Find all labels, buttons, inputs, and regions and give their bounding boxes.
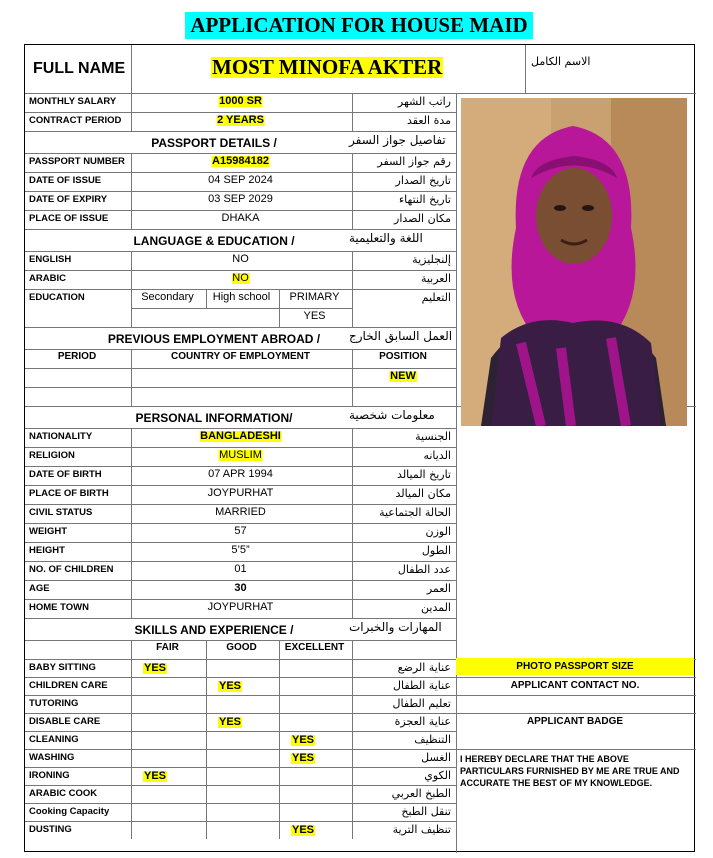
english-arabic: إلنجليزية	[412, 253, 451, 266]
skill-cleaning-label: CLEANING	[29, 734, 79, 745]
applicant-contact-label: APPLICANT CONTACT NO.	[510, 680, 640, 691]
date-of-issue-arabic: تاريخ الصدار	[395, 174, 451, 187]
skill-baby-sitting-arabic: عناية الرضع	[397, 661, 451, 674]
full-name-label: FULL NAME	[33, 60, 126, 77]
full-name-value: MOST MINOFA AKTER	[212, 55, 443, 79]
monthly-salary-value: 1000 SR	[219, 95, 262, 107]
skills-heading-arabic: المهارات والخبرات	[349, 620, 442, 634]
monthly-salary-arabic: راتب الشهر	[397, 95, 451, 108]
skills-heading: SKILLS AND EXPERIENCE /	[134, 623, 294, 637]
date-of-issue-label: DATE OF ISSUE	[29, 175, 102, 186]
date-of-birth-arabic: تاريخ الميالد	[397, 468, 451, 481]
education-primary-value: YES	[303, 310, 326, 322]
date-of-expiry-value: 03 SEP 2029	[208, 193, 273, 205]
nationality-value: BANGLADESHI	[200, 430, 281, 442]
age-arabic: العمر	[426, 582, 451, 595]
civil-status-value: MARRIED	[215, 506, 266, 518]
date-of-expiry-label: DATE OF EXPIRY	[29, 194, 108, 205]
skill-yes-mark: YES	[218, 716, 242, 728]
civil-status-arabic: الحالة الجتماعية	[379, 506, 451, 519]
full-name-arabic: الاسم الكامل	[531, 55, 591, 68]
skill-arabic-cook-arabic: الطبخ العربي	[391, 787, 451, 800]
skill-tutoring-arabic: تعليم الطفال	[392, 697, 451, 710]
passport-heading-arabic: تفاصيل جواز السفر	[349, 133, 446, 147]
height-arabic: الطول	[421, 544, 451, 557]
employment-column-country-of-employment: COUNTRY OF EMPLOYMENT	[171, 351, 310, 362]
nationality-arabic: الجنسية	[415, 430, 451, 443]
religion-arabic: الديانه	[423, 449, 451, 462]
place-of-issue-label: PLACE OF ISSUE	[29, 213, 109, 224]
skill-yes-mark: YES	[291, 752, 315, 764]
skill-yes-mark: YES	[143, 662, 167, 674]
passport-number-label: PASSPORT NUMBER	[29, 156, 125, 167]
employment-heading-arabic: العمل السابق الخارج	[349, 329, 453, 343]
skill-ironing-label: IRONING	[29, 770, 70, 781]
skills-column-good: GOOD	[226, 642, 257, 653]
civil-status-label: CIVIL STATUS	[29, 507, 93, 518]
skill-washing-label: WASHING	[29, 752, 75, 763]
contract-period-arabic: مدة العقد	[407, 114, 451, 127]
date-of-issue-value: 04 SEP 2024	[208, 174, 273, 186]
arabic-value: NO	[232, 272, 249, 284]
english-label: ENGLISH	[29, 254, 72, 265]
employment-column-position: POSITION	[379, 351, 427, 362]
no-of-children-arabic: عدد الطفال	[397, 563, 451, 576]
language-heading: LANGUAGE & EDUCATION /	[133, 234, 295, 248]
skill-washing-arabic: الغسل	[421, 751, 451, 764]
skill-dusting-arabic: تنظيف الترية	[392, 823, 451, 836]
skill-ironing-arabic: الكوي	[424, 769, 451, 782]
employment-column-period: PERIOD	[57, 351, 97, 362]
place-of-issue-arabic: مكان الصدار	[394, 212, 451, 225]
place-of-birth-label: PLACE OF BIRTH	[29, 488, 109, 499]
home-town-value: JOYPURHAT	[207, 601, 274, 613]
skill-children-care-label: CHILDREN CARE	[29, 680, 108, 691]
skill-disable-care-label: DISABLE CARE	[29, 716, 101, 727]
skill-yes-mark: YES	[291, 824, 315, 836]
skill-tutoring-label: TUTORING	[29, 698, 79, 709]
skill-dusting-label: DUSTING	[29, 824, 72, 835]
monthly-salary-label: MONTHLY SALARY	[29, 96, 117, 107]
education-option-high-school: High school	[212, 291, 271, 303]
weight-value: 57	[234, 525, 247, 537]
education-label: EDUCATION	[29, 292, 85, 303]
height-label: HEIGHT	[29, 545, 65, 556]
passport-heading: PASSPORT DETAILS /	[151, 136, 277, 150]
form-content	[24, 44, 695, 852]
no-of-children-value: 01	[234, 563, 247, 575]
skill-arabic-cook-label: ARABIC COOK	[29, 788, 98, 799]
declaration-text: I HEREBY DECLARE THAT THE ABOVE PARTICULARS FURNISHED BY ME ARE TRUE AND ACCURATE THE BEST OF MY KNOWLEDGE.	[460, 754, 680, 788]
applicant-badge-label: APPLICANT BADGE	[526, 716, 624, 727]
home-town-label: HOME TOWN	[29, 602, 89, 613]
education-option-primary: PRIMARY	[289, 291, 340, 303]
skills-column-fair: FAIR	[156, 642, 179, 653]
language-heading-arabic: اللغة والتعليمية	[349, 231, 423, 245]
education-option-secondary: Secondary	[141, 291, 194, 303]
skill-cooking-capacity-arabic: تنقل الطبخ	[401, 805, 451, 818]
skill-yes-mark: YES	[218, 680, 242, 692]
skill-cleaning-arabic: التنظيف	[414, 733, 451, 746]
age-value: 30	[234, 582, 247, 594]
no-of-children-label: NO. OF CHILDREN	[29, 564, 114, 575]
place-of-birth-arabic: مكان الميالد	[395, 487, 451, 500]
contract-period-label: CONTRACT PERIOD	[29, 115, 122, 126]
education-arabic: التعليم	[421, 291, 451, 304]
weight-arabic: الوزن	[425, 525, 451, 538]
religion-label: RELIGION	[29, 450, 75, 461]
form-title: APPLICATION FOR HOUSE MAID	[185, 12, 533, 39]
photo-size-label: PHOTO PASSPORT SIZE	[516, 661, 634, 672]
age-label: AGE	[29, 583, 50, 594]
skill-yes-mark: YES	[143, 770, 167, 782]
arabic-arabic: العربية	[420, 272, 451, 285]
passport-number-value: A15984182	[212, 155, 269, 167]
height-value: 5’5”	[231, 544, 250, 556]
home-town-arabic: المدين	[421, 601, 451, 614]
weight-label: WEIGHT	[29, 526, 67, 537]
skill-cooking-capacity-label: Cooking Capacity	[29, 806, 110, 817]
employment-heading: PREVIOUS EMPLOYMENT ABROAD /	[107, 332, 321, 346]
passport-number-arabic: رقم جواز السفر	[377, 155, 451, 168]
skill-baby-sitting-label: BABY SITTING	[29, 662, 96, 673]
personal-heading: PERSONAL INFORMATION/	[135, 411, 293, 425]
personal-heading-arabic: معلومات شخصية	[349, 408, 435, 422]
nationality-label: NATIONALITY	[29, 431, 93, 442]
contract-period-value: 2 YEARS	[217, 114, 264, 126]
skill-children-care-arabic: عناية الطفال	[392, 679, 451, 692]
place-of-birth-value: JOYPURHAT	[207, 487, 274, 499]
place-of-issue-value: DHAKA	[221, 212, 260, 224]
religion-value: MUSLIM	[219, 449, 262, 461]
date-of-birth-label: DATE OF BIRTH	[29, 469, 102, 480]
english-value: NO	[232, 253, 249, 265]
date-of-expiry-arabic: تاريخ النتهاء	[398, 193, 451, 206]
skill-yes-mark: YES	[291, 734, 315, 746]
skills-column-excellent: EXCELLENT	[284, 642, 345, 653]
date-of-birth-value: 07 APR 1994	[208, 468, 273, 480]
arabic-label: ARABIC	[29, 273, 66, 284]
skill-disable-care-arabic: عناية العجزة	[394, 715, 451, 728]
employment-position-value: NEW	[390, 370, 416, 382]
